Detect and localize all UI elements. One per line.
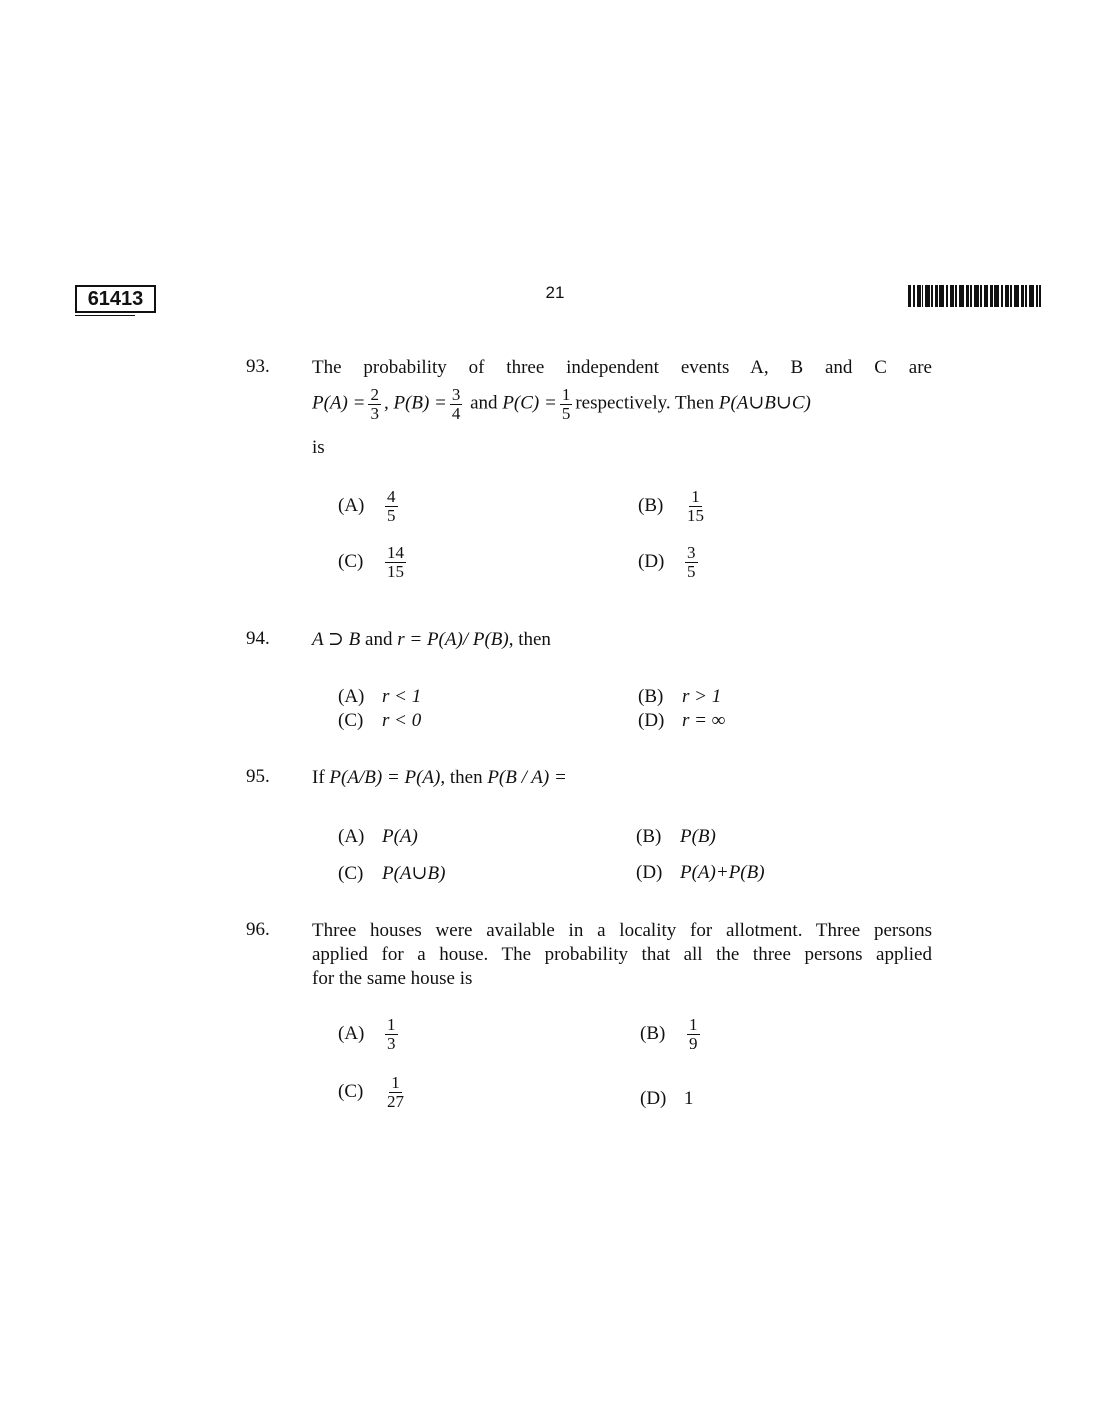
fraction-denominator: 5	[687, 561, 696, 581]
option-value: r < 1	[382, 686, 422, 707]
option-label: (D)	[636, 862, 663, 883]
option-value: r = ∞	[682, 710, 726, 731]
fraction	[450, 386, 463, 423]
option-a	[338, 826, 418, 848]
option-value: P(B)	[680, 826, 716, 847]
fraction-denominator: 5	[387, 505, 396, 525]
question-text-line: applied for a house. The probability that all the three persons applied	[312, 944, 932, 965]
option-d	[638, 544, 701, 581]
option-label: (A)	[338, 1022, 365, 1044]
fraction-numerator: 3	[687, 543, 696, 562]
option-c	[338, 544, 409, 581]
fraction-numerator: 1	[391, 1073, 400, 1092]
fraction	[385, 488, 398, 525]
math-expr: P(A) =	[312, 392, 366, 414]
fraction-numerator: 4	[387, 487, 396, 506]
option-a	[338, 488, 401, 525]
page-number: 21	[545, 283, 565, 302]
question-text-line: is	[312, 437, 325, 458]
math-expr: A ⊃ B	[312, 629, 361, 650]
math-expr: P(A/B) = P(A)	[329, 767, 441, 788]
conjunction: and	[470, 392, 498, 414]
question-formula-line	[312, 386, 937, 423]
option-c	[338, 1074, 409, 1111]
fraction-denominator: 9	[689, 1033, 698, 1053]
question-number: 95.	[246, 766, 270, 787]
option-b	[640, 1016, 703, 1053]
fraction-denominator: 15	[387, 561, 404, 581]
fraction-numerator: 14	[387, 543, 404, 562]
paper-code-underline	[75, 315, 135, 316]
fraction-numerator: 1	[691, 487, 700, 506]
fraction	[368, 386, 381, 423]
fraction	[385, 1016, 398, 1053]
fraction	[560, 386, 573, 423]
option-d	[636, 862, 765, 884]
option-value: P(A)+P(B)	[680, 862, 765, 883]
option-d	[640, 1088, 694, 1110]
fraction-numerator: 1	[387, 1015, 396, 1034]
math-expr: , P(B) =	[383, 392, 447, 414]
conjunction: and	[365, 629, 393, 650]
option-label: (A)	[338, 686, 365, 707]
barcode-icon	[908, 285, 1041, 307]
option-b	[638, 686, 721, 708]
option-value: r > 1	[682, 686, 722, 707]
option-c	[338, 710, 421, 732]
question-number: 96.	[246, 919, 270, 940]
question-text-line: The probability of three independent events A, B and C are	[312, 357, 932, 378]
option-label: (B)	[640, 1022, 666, 1044]
fraction-numerator: 1	[561, 385, 571, 404]
math-expr: P(C) =	[502, 392, 557, 414]
option-label: (D)	[640, 1088, 667, 1109]
question-text-line: Three houses were available in a locality for allotment. Three persons	[312, 920, 932, 941]
math-expr: P(B / A) =	[487, 767, 567, 788]
option-label: (B)	[636, 826, 662, 847]
question-text: respectively. Then	[575, 392, 715, 414]
paper-code: 61413	[75, 285, 156, 313]
question-number: 94.	[246, 628, 270, 649]
option-label: (C)	[338, 863, 364, 884]
fraction-denominator: 3	[370, 403, 379, 423]
fraction	[685, 488, 706, 525]
option-label: (C)	[338, 1080, 364, 1102]
fraction-numerator: 3	[451, 385, 461, 404]
fraction-denominator: 5	[561, 403, 571, 423]
option-value: P(A∪B)	[382, 863, 446, 884]
fraction-numerator: 2	[370, 385, 379, 404]
question-text: , then	[508, 629, 551, 650]
question-text: , then	[440, 767, 483, 788]
option-value: P(A)	[382, 826, 418, 847]
option-label: (D)	[638, 550, 665, 572]
option-label: (B)	[638, 494, 664, 516]
option-b	[636, 826, 716, 848]
question-text: If	[312, 767, 325, 788]
option-label: (D)	[638, 710, 665, 731]
option-label: (C)	[338, 550, 364, 572]
question-text-line: for the same house is	[312, 968, 473, 989]
fraction	[385, 544, 406, 581]
fraction	[385, 1074, 406, 1111]
option-label: (A)	[338, 826, 365, 847]
option-d	[638, 710, 725, 732]
option-b	[638, 488, 709, 525]
option-c	[338, 862, 445, 885]
fraction-denominator: 4	[451, 403, 461, 423]
option-label: (A)	[338, 494, 365, 516]
question-text-line	[312, 766, 567, 790]
option-value: 1	[684, 1088, 694, 1109]
question-text-line	[312, 628, 551, 652]
option-label: (C)	[338, 710, 364, 731]
fraction	[685, 544, 698, 581]
math-expr: r = P(A)/ P(B)	[397, 629, 509, 650]
option-a	[338, 686, 421, 708]
fraction-numerator: 1	[689, 1015, 698, 1034]
fraction-denominator: 15	[687, 505, 704, 525]
fraction-denominator: 27	[387, 1091, 404, 1111]
math-expr: P(A∪B∪C)	[718, 392, 811, 414]
option-label: (B)	[638, 686, 664, 707]
option-value: r < 0	[382, 710, 422, 731]
option-a	[338, 1016, 401, 1053]
question-number: 93.	[246, 356, 270, 377]
fraction	[687, 1016, 700, 1053]
fraction-denominator: 3	[387, 1033, 396, 1053]
